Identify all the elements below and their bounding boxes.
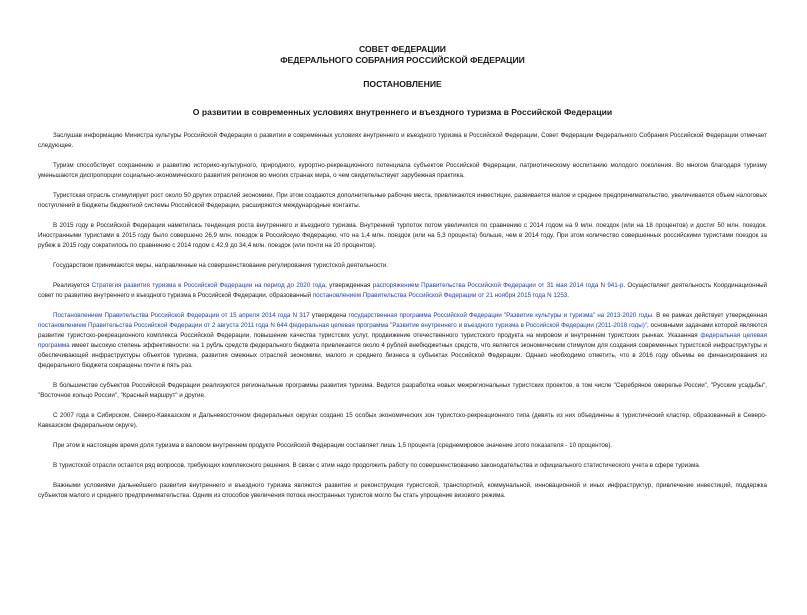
- body-paragraph: [38, 481, 767, 501]
- document-title: О развитии в современных условиях внутреннего и въездного туризма в Российской Федерации: [192, 107, 613, 117]
- document-link[interactable]: федеральная целевая программа: [38, 332, 767, 349]
- org-name-line2: ФЕДЕРАЛЬНОГО СОБРАНИЯ РОССИЙСКОЙ ФЕДЕРАЦИИ: [280, 55, 525, 65]
- document-link[interactable]: распоряжением Правительства Российской Федерации от 31 мая 2014 года N 941-р: [372, 282, 624, 289]
- paragraph-text: Заслушав информацию Министра культуры Российской Федерации о развитии в современных условиях внутреннего и въездного туризма в Российской Федерации, Совет Федерации Федерального Собрания Российской Федерации отмечает следующее.: [38, 132, 767, 149]
- paragraph-text: . Осуществляет деятельность Координационный совет по развитию внутреннего и въездного туризма в Российской Федерации, образованный: [38, 282, 767, 299]
- paragraph-text: С 2007 года в Сибирском, Северо-Кавказском и Дальневосточном федеральных округах создано 15 особых экономических зон туристско-рекреационного типа (девять из них объединены в туристический кластер, образованный в Северо-Кавказском федеральном округе).: [38, 412, 767, 429]
- body-paragraph: [38, 441, 767, 451]
- body-paragraph: [38, 311, 767, 371]
- document-link[interactable]: государственная программа Российской Федерации "Развитие культуры и туризма" на 2013-2020 годы: [348, 312, 653, 319]
- document-type: ПОСТАНОВЛЕНИЕ: [363, 79, 442, 89]
- body-paragraph: [38, 461, 767, 471]
- paragraph-text: Важными условиями дальнейшего развития внутреннего и въездного туризма являются развитие и реконструкция туристской, транспортной, коммунальной, инновационной и иных инфраструктур, привлечение инвестиций, поддержка субъектов малого и среднего предпринимательства. Одним из способов увеличения потока иностранных туристов могло бы стать упрощение визового режима.: [38, 482, 767, 499]
- paragraph-text: В большинстве субъектов Российской Федерации реализуются региональные программы развития туризма. Ведется разработка новых межрегиональных туристских проектов, в том числе "Серебряное ожерелье России", "Русские усадьбы", "Восточное кольцо России", "Красный маршрут" и другие.: [38, 382, 767, 399]
- org-name-line1: СОВЕТ ФЕДЕРАЦИИ: [359, 44, 446, 54]
- body-paragraph: [38, 381, 767, 401]
- body-paragraph: [38, 221, 767, 251]
- document-link[interactable]: Стратегия развития туризма в Российской Федерации на период до 2020 года: [91, 282, 326, 289]
- document-link[interactable]: федеральная целевая программа "Развитие внутреннего и въездного туризма в Российской Федерации (2011-2018 годы)": [289, 322, 648, 329]
- document-page: [0, 44, 807, 615]
- paragraph-text: В 2015 году в Российской Федерации наметилась тенденция роста внутреннего и въездного туризма. Внутренний турпоток потом увеличился по сравнению с 2014 годом на 9 млн. поездок (или на 18 процентов) и достиг 50 млн. поездок. Иностранными туристами в 2015 году было совершено 26,9 млн. поездок в Российскую Федерацию, что на 1,4 млн. поездок (или на 5,3 процента) больше, чем в 2014 году. При этом количество совершенных российскими туристами поездок за рубеж в 2015 году сократилось по сравнению с 2014 годом с 42,9 до 34,4 млн. поездок (или почти на 20 процентов).: [38, 222, 767, 249]
- body-paragraph: [38, 131, 767, 151]
- paragraph-text: имеет высокую степень эффективности: на 1 рубль средств федерального бюджета привлекается около 4 рублей внебюджетных средств, что является экономическим стимулом для создания современных туристской инфраструктуры и обеспечивающей инфраструктуры объектов туризма, развития смежных отраслей экономики, малого и среднего бизнеса в субъектах Российской Федерации. Однако необходимо отметить, что в 2016 году объемы ее финансирования из федерального бюджета сокращены почти в пять раз.: [38, 342, 767, 369]
- paragraph-text: утверждена: [309, 312, 349, 319]
- document-link[interactable]: Постановлением Правительства Российской Федерации от 15 апреля 2014 года N 317: [53, 312, 310, 319]
- paragraph-text: Государством принимаются меры, направленные на совершенствование регулирования туристской деятельности.: [53, 262, 389, 269]
- paragraph-text: Туристская отрасль стимулирует рост около 50 других отраслей экономики. При этом создаются дополнительные рабочие места, привлекаются инвестиции, развивается малое и среднее предпринимательство, увеличивается объем налоговых поступлений в бюджеты бюджетной системы Российской Федерации, расширяются международные контакты.: [38, 192, 767, 209]
- paragraph-text: Туризм способствует сохранению и развитию историко-культурного, природного, курортно-рекреационного потенциала субъектов Российской Федерации, патриотическому воспитанию молодого поколения. Во многом благодаря туризму уменьшаются диспропорции социально-экономического развития регионов во многих странах мира, о чем свидетельствует зарубежная практика.: [38, 162, 767, 179]
- paragraph-text: При этом в настоящее время доля туризма в валовом внутреннем продукте Российской Федерации составляет лишь 1,5 процента (среднемировое значение этого показателя - 10 процентов).: [53, 442, 613, 449]
- document-link[interactable]: постановлением Правительства Российской Федерации от 21 ноября 2015 года N 1253: [312, 292, 568, 299]
- document-body: [38, 131, 767, 501]
- paragraph-text: , основными задачами которой являются развитие туристско-рекреационного комплекса Российской Федерации, повышение качества туристских услуг, продвижение отечественного туристского продукта на мировом и внутреннем туристских рынках. Указанная: [38, 322, 767, 339]
- body-paragraph: [38, 161, 767, 181]
- paragraph-text: . В ее рамках действует утвержденная: [652, 312, 767, 319]
- body-paragraph: [38, 411, 767, 431]
- body-paragraph: [38, 261, 767, 271]
- paragraph-text: .: [567, 292, 570, 299]
- body-paragraph: [38, 191, 767, 211]
- paragraph-text: , утвержденная: [325, 282, 373, 289]
- paragraph-text: В туристской отрасли остается ряд вопросов, требующих комплексного решения. В связи с этим надо продолжить работу по совершенствованию законодательства и официального статистического учета в сфере туризма.: [53, 462, 701, 469]
- paragraph-text: Реализуется: [53, 282, 92, 289]
- body-paragraph: [38, 281, 767, 301]
- document-link[interactable]: постановлением Правительства Российской Федерации от 2 августа 2011 года N 644: [38, 322, 288, 329]
